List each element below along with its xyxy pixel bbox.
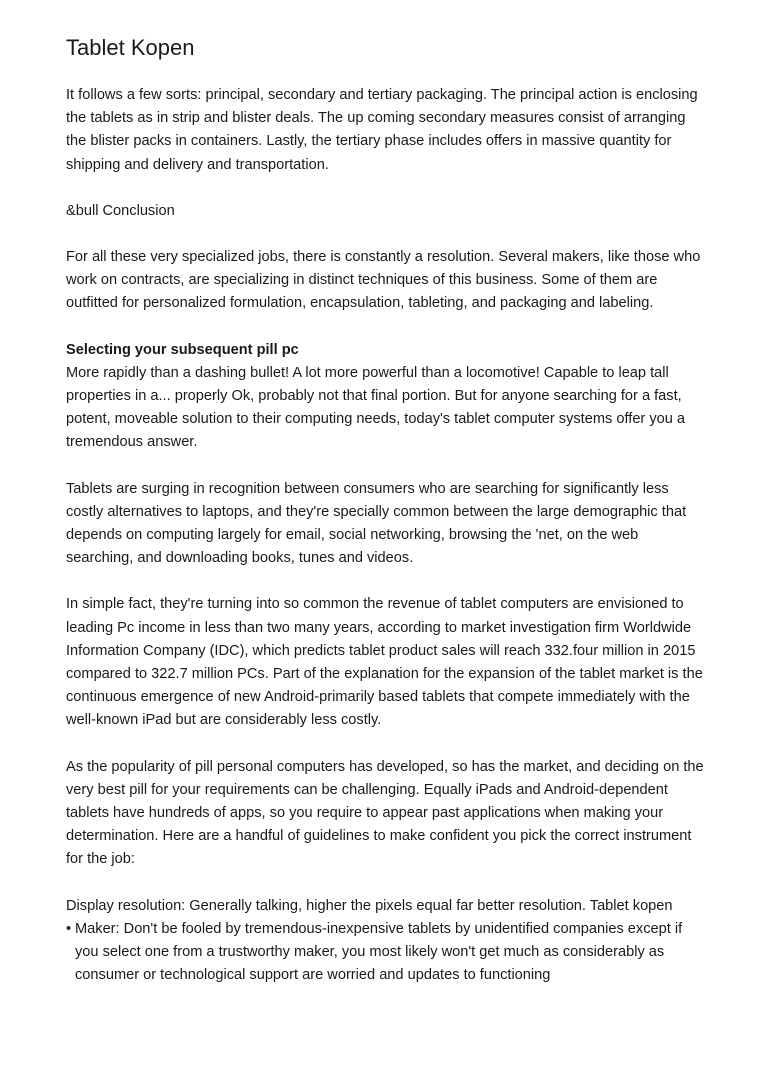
- paragraph-choosing-tablet: As the popularity of pill personal computers has developed, so has the market, and deciding on the very best pill for your requirements can be challenging. Equally iPads and Android-dependent tablets have hundreds of apps, so you require to appear past applications when making your determination. Here are a handful of guidelines to make confident you pick the correct instrument for the job:: [66, 758, 704, 868]
- section-heading: Selecting your subsequent pill pc: [66, 341, 299, 358]
- bullet-list: [66, 918, 708, 988]
- paragraph-tablets-surging: Tablets are surging in recognition between consumers who are searching for significantly less costly alternatives to laptops, and they're specially common between the large demographic that depends on computing largely for email, social networking, browsing the 'net, on the web searching, and downloading books, tunes and videos.: [66, 480, 687, 567]
- paragraph-dashing-bullet: More rapidly than a dashing bullet! A lot more powerful than a locomotive! Capable to leap tall properties in a... properly Ok, probably not that final portion. But for anyone searching for a fast, potent, moveable solution to their computing needs, today's tablet computer systems offer you a tremendous answer.: [66, 364, 686, 451]
- bullet-text: Maker: Don't be fooled by tremendous-inexpensive tablets by unidentified companies except if you select one from a trustworthy maker, you most likely won't get much as considerably as consumer or technological support are worried and updates to functioning: [75, 920, 683, 984]
- paragraph-packaging: It follows a few sorts: principal, secondary and tertiary packaging. The principal action is enclosing the tablets as in strip and blister deals. The up coming secondary measures consist of arranging the blister packs in containers. Lastly, the tertiary phase includes offers in massive quantity for shipping and delivery and transportation.: [66, 87, 698, 173]
- paragraph-specialized-jobs: For all these very specialized jobs, there is constantly a resolution. Several makers, like those who work on contracts, are specializing in distinct techniques of this business. Some of them are outfitted for personalized formulation, encapsulation, tableting, and packaging and labeling.: [66, 249, 701, 312]
- paragraph-conclusion-heading: &bull Conclusion: [66, 202, 175, 219]
- list-item: [66, 918, 708, 988]
- bullet-mark: •: [66, 920, 72, 937]
- paragraph-idc-forecast: In simple fact, they're turning into so common the revenue of tablet computers are envisioned to leading Pc income in less than two many years, according to market investigation firm Worldwide Information Company (IDC), which predicts tablet product sales will reach 332.four million in 2015 compared to 322.7 million PCs. Part of the explanation for the expansion of the tablet market is the continuous emergence of new Android-primarily based tablets that compete immediately with the well-known iPad but are considerably less costly.: [66, 596, 703, 729]
- page-title: Tablet Kopen: [66, 35, 195, 60]
- paragraph-display-resolution: Display resolution: Generally talking, higher the pixels equal far better resolution. Tablet kopen: [66, 897, 673, 914]
